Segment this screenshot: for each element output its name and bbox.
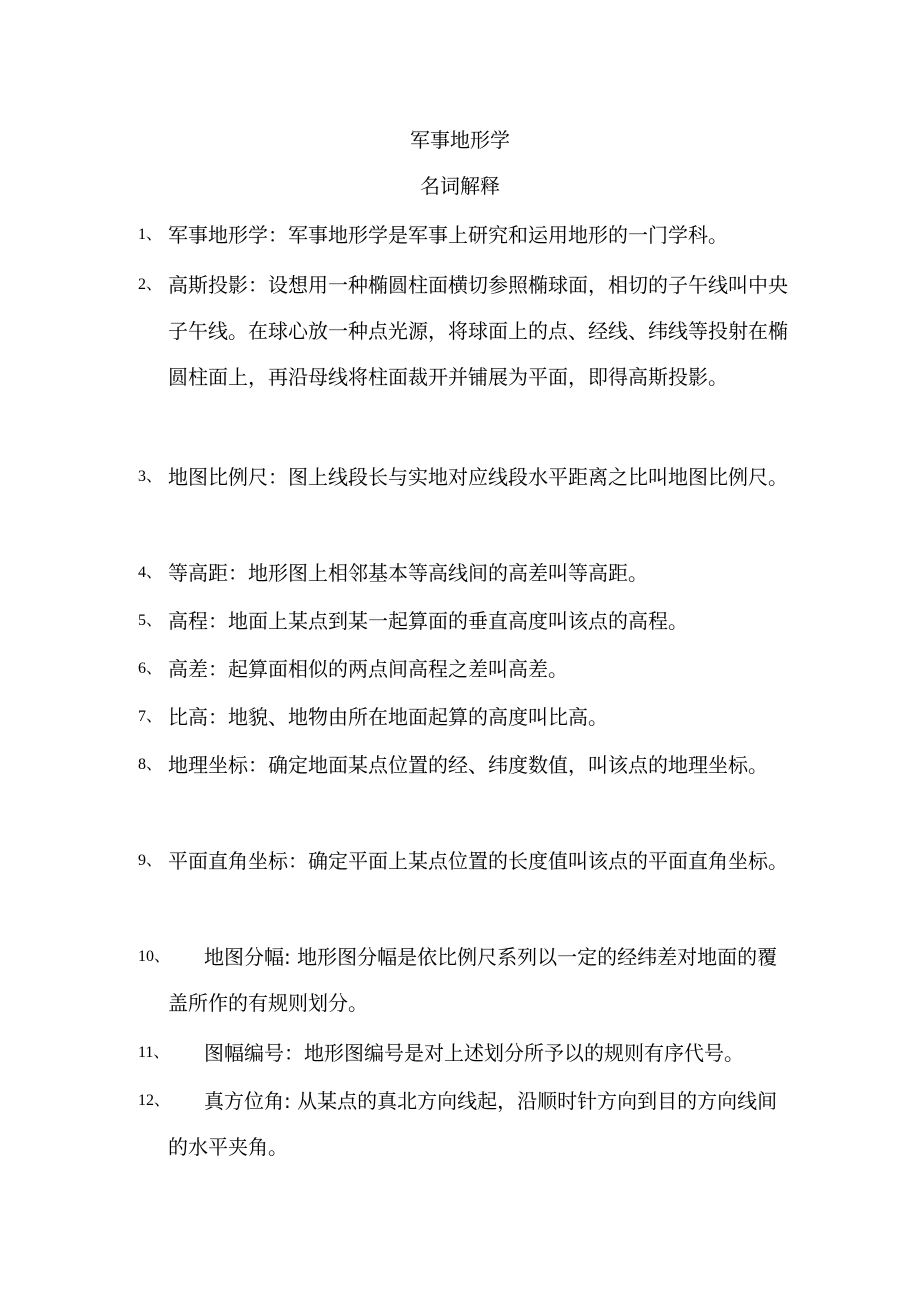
document-title: 军事地形学	[410, 128, 510, 152]
item-text: 比高：地貌、地物由所在地面起算的高度叫比高。	[168, 705, 608, 729]
list-item	[138, 838, 788, 884]
item-number: 9、	[138, 852, 163, 869]
item-text: 等高距：地形图上相邻基本等高线间的高差叫等高距。	[168, 561, 648, 585]
list-item	[138, 742, 788, 788]
item-text: 平面直角坐标：确定平面上某点位置的长度值叫该点的平面直角坐标。	[168, 849, 788, 873]
item-text: 地图分幅: 地形图分幅是依比例尺系列以一定的经纬差对地面的覆盖所作的有规则划分。	[168, 945, 778, 1015]
item-number: 11、	[138, 1044, 170, 1061]
list-item	[138, 646, 788, 692]
item-text: 真方位角: 从某点的真北方向线起，沿顺时针方向到目的方向线间的水平夹角。	[168, 1089, 778, 1159]
item-number: 6、	[138, 660, 163, 677]
document-subtitle: 名词解释	[420, 174, 500, 198]
item-number: 7、	[138, 708, 163, 725]
item-text: 高程：地面上某点到某一起算面的垂直高度叫该点的高程。	[168, 609, 688, 633]
list-item	[138, 598, 788, 644]
item-number: 5、	[138, 612, 163, 629]
item-number: 4、	[138, 564, 163, 581]
item-number: 8、	[138, 756, 163, 773]
item-number: 2、	[138, 276, 163, 293]
list-item	[138, 934, 788, 1026]
item-text: 高差：起算面相似的两点间高程之差叫高差。	[168, 657, 568, 681]
list-item	[138, 212, 788, 258]
item-text: 军事地形学：军事地形学是军事上研究和运用地形的一门学科。	[168, 223, 728, 247]
list-item	[138, 1030, 788, 1076]
item-number: 12、	[138, 1092, 171, 1109]
item-number: 10、	[138, 948, 171, 965]
item-number: 1、	[138, 226, 163, 243]
list-item	[138, 694, 788, 740]
list-item	[138, 454, 788, 500]
item-text: 地理坐标：确定地面某点位置的经、纬度数值，叫该点的地理坐标。	[168, 753, 768, 777]
item-number: 3、	[138, 468, 163, 485]
list-item	[138, 550, 788, 596]
list-item	[138, 262, 788, 400]
list-item	[138, 1078, 788, 1170]
item-text: 高斯投影：设想用一种椭圆柱面横切参照椭球面，相切的子午线叫中央子午线。在球心放一种点光源，将球面上的点、经线、纬线等投射在椭圆柱面上，再沿母线将柱面裁开并铺展为平面，即得高斯投影。	[168, 273, 788, 389]
item-text: 图幅编号：地形图编号是对上述划分所予以的规则有序代号。	[204, 1041, 744, 1065]
item-text: 地图比例尺：图上线段长与实地对应线段水平距离之比叫地图比例尺。	[168, 465, 788, 489]
